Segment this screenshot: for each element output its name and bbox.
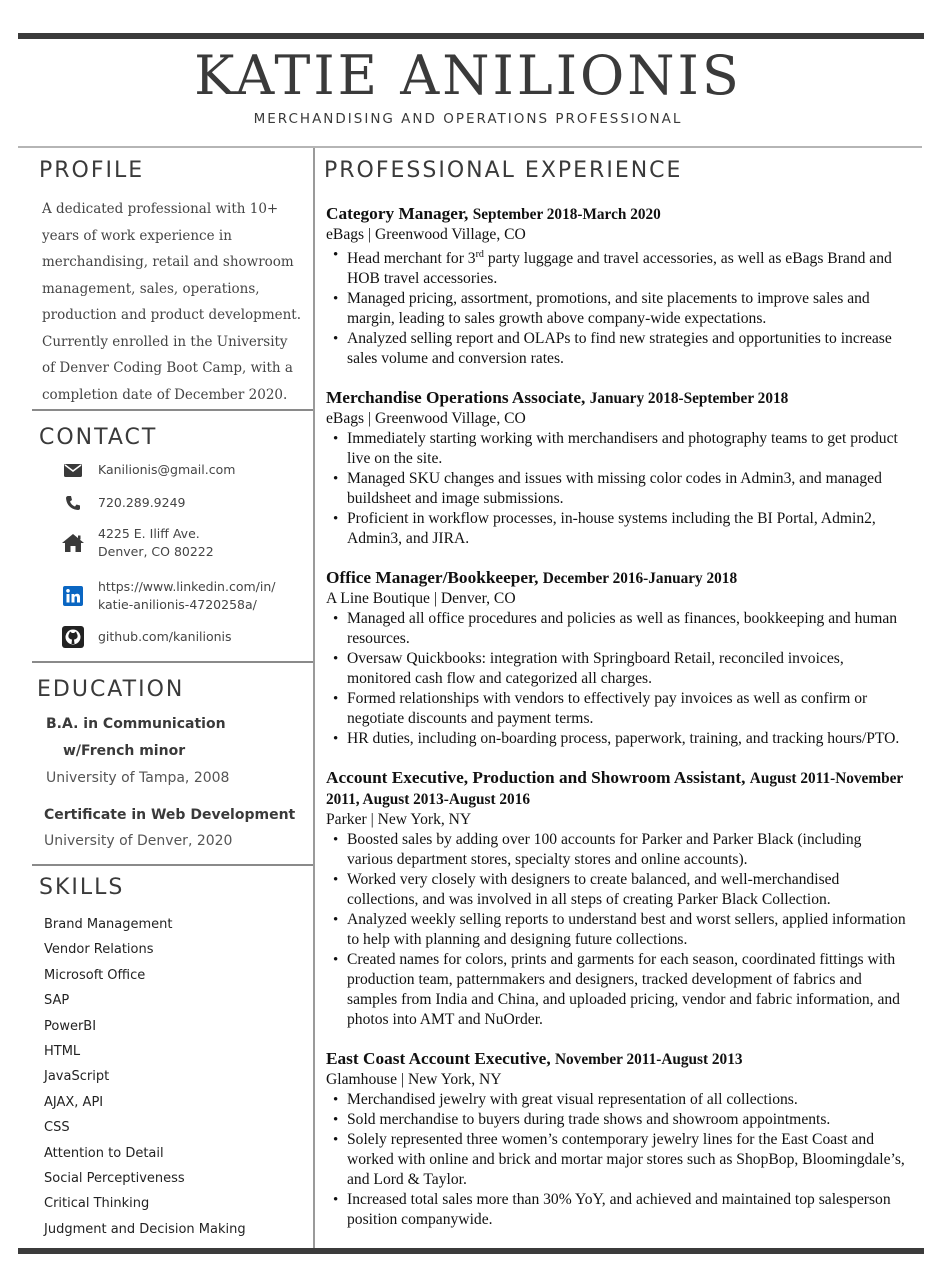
column-divider xyxy=(313,148,315,1248)
contact-address xyxy=(60,525,310,561)
job-company: A Line Boutique | Denver, CO xyxy=(326,590,516,608)
skill-item: SAP xyxy=(44,993,70,1009)
job-company: Parker | New York, NY xyxy=(326,811,472,829)
skill-item: Vendor Relations xyxy=(44,942,154,958)
bottom-rule xyxy=(18,1248,924,1254)
linkedin-icon xyxy=(60,586,86,606)
home-icon xyxy=(60,533,86,553)
skill-item: AJAX, API xyxy=(44,1094,104,1110)
contact-phone[interactable] xyxy=(60,493,310,513)
top-rule xyxy=(18,33,924,39)
job-title: Account Executive, Production and Showroom Assistant, xyxy=(326,768,746,788)
edu-1-degree-line1: B.A. in Communication xyxy=(46,716,226,732)
education-divider xyxy=(32,864,313,866)
job-bullet: • Immediately starting working with merchandisers and photography teams to get product live on the site. xyxy=(347,429,911,469)
job-dates: September 2018-March 2020 xyxy=(472,206,661,223)
job-bullet: • HR duties, including on-boarding process, paperwork, training, and tracking hours/PTO. xyxy=(347,729,911,749)
experience-heading: PROFESSIONAL EXPERIENCE xyxy=(324,158,683,183)
job-bullet: • Sold merchandise to buyers during trade shows and showroom appointments. xyxy=(347,1110,911,1130)
skill-item: Social Perceptiveness xyxy=(44,1170,185,1186)
job-dates: January 2018-September 2018 xyxy=(589,390,789,408)
profile-heading: PROFILE xyxy=(39,158,145,183)
contact-github[interactable] xyxy=(60,627,310,647)
skill-item: Critical Thinking xyxy=(44,1196,150,1212)
contact-divider xyxy=(32,661,313,663)
contact-heading: CONTACT xyxy=(39,425,158,450)
skill-item: PowerBI xyxy=(44,1018,97,1034)
address-line1: 4225 E. Iliff Ave. xyxy=(98,526,200,541)
contact-email[interactable] xyxy=(60,460,310,480)
resume-name: KATIE ANILIONIS xyxy=(194,44,742,107)
job-bullet: • Oversaw Quickbooks: integration with Springboard Retail, reconciled invoices, monitored cash flow and categorized all charges. xyxy=(347,649,911,689)
skill-item: CSS xyxy=(44,1120,70,1136)
job-entry xyxy=(326,1049,911,1230)
job-bullet: • Proficient in workflow processes, in-house systems including the BI Portal, Admin2, Admin3, and JIRA. xyxy=(347,509,911,549)
skill-item: HTML xyxy=(44,1043,81,1059)
job-company: eBags | Greenwood Village, CO xyxy=(326,226,526,243)
job-dates: August 2011-November 2011, August 2013-August 2016 xyxy=(326,770,903,809)
job-company: Glamhouse | New York, NY xyxy=(326,1071,502,1089)
job-bullet: • Worked very closely with designers to create balanced, and well-merchandised collections, and was involved in all steps of creating Parker Black Collection. xyxy=(347,870,911,910)
job-bullet: • Merchandised jewelry with great visual representation of all collections. xyxy=(347,1090,911,1110)
linkedin-line2[interactable]: katie-anilionis-4720258a/ xyxy=(98,597,257,612)
edu-2-school: University of Denver, 2020 xyxy=(44,833,233,849)
resume-subtitle: MERCHANDISING AND OPERATIONS PROFESSIONAL xyxy=(253,111,683,127)
skill-item: Microsoft Office xyxy=(44,967,146,983)
skill-item: JavaScript xyxy=(44,1069,110,1085)
education-heading: EDUCATION xyxy=(37,677,185,702)
job-bullet: • Formed relationships with vendors to effectively pay invoices as well as confirm or negotiate discounts and payment terms. xyxy=(347,689,911,729)
job-title: Merchandise Operations Associate, xyxy=(326,388,586,408)
job-entry xyxy=(326,388,911,549)
linkedin-line1[interactable]: https://www.linkedin.com/in/ xyxy=(98,579,276,594)
phone-text[interactable]: 720.289.9249 xyxy=(98,495,186,510)
github-text[interactable]: github.com/kanilionis xyxy=(98,629,232,644)
skill-item: Brand Management xyxy=(44,917,173,932)
profile-text: A dedicated professional with 10+ years of work experience in merchandising, retail and showroom management, sales, operations, production and product development. Currently enrolled in the University of Denver Coding Boot Camp, with a completion date of December 2020. xyxy=(42,201,302,403)
edu-2-degree: Certificate in Web Development xyxy=(44,807,296,823)
skills-heading: SKILLS xyxy=(39,875,125,900)
contact-linkedin[interactable] xyxy=(60,578,310,614)
github-icon xyxy=(60,627,86,647)
job-entry xyxy=(326,568,911,749)
skill-item: Judgment and Decision Making xyxy=(44,1221,246,1237)
email-text[interactable]: Kanilionis@gmail.com xyxy=(98,462,236,477)
job-dates: November 2011-August 2013 xyxy=(554,1051,743,1069)
job-company: eBags | Greenwood Village, CO xyxy=(326,410,526,428)
job-dates: December 2016-January 2018 xyxy=(542,570,738,588)
header-divider xyxy=(18,146,922,148)
mail-icon xyxy=(60,460,86,480)
job-bullet: • Created names for colors, prints and garments for each season, coordinated fittings with production team, patternmakers and designers, tracked development of fabrics and samples from India and China, and uploaded pricing, vendor and fabric information, and photos into AMT and NuOrder. xyxy=(347,950,911,1030)
skill-item: Attention to Detail xyxy=(44,1145,164,1161)
experience-list xyxy=(326,204,911,1249)
job-bullet: • Managed SKU changes and issues with missing color codes in Admin3, and managed buildsheet and image submissions. xyxy=(347,469,911,509)
edu-1-degree-line2: w/French minor xyxy=(63,743,186,759)
job-bullet: • Increased total sales more than 30% YoY, and achieved and maintained top salesperson position companywide. xyxy=(347,1190,911,1230)
skills-list xyxy=(44,912,246,1242)
job-title: Category Manager, xyxy=(326,204,469,223)
job-title: East Coast Account Executive, xyxy=(326,1049,551,1069)
job-bullet: • Boosted sales by adding over 100 accounts for Parker and Parker Black (including various department stores, specialty stores and online accounts). xyxy=(347,830,911,870)
job-bullet: • Managed pricing, assortment, promotions, and site placements to improve sales and margin, leading to sales growth above company-wide expectations. xyxy=(347,289,911,329)
job-entry xyxy=(326,204,911,369)
profile-divider xyxy=(32,409,313,411)
job-title: Office Manager/Bookkeeper, xyxy=(326,568,539,588)
edu-1-school: University of Tampa, 2008 xyxy=(46,770,230,786)
job-bullet: • Managed all office procedures and policies as well as finances, bookkeeping and human resources. xyxy=(347,609,911,649)
job-bullet: • Head merchant for 3rd party luggage and travel accessories, as well as eBags Brand and HOB travel accessories. xyxy=(347,245,911,289)
job-bullet: • Solely represented three women’s contemporary jewelry lines for the East Coast and worked with online and brick and mortar major stores such as ShopBop, Bloomingdale’s, and Lord & Taylor. xyxy=(347,1130,911,1190)
address-line2: Denver, CO 80222 xyxy=(98,544,214,559)
job-entry xyxy=(326,768,911,1030)
job-bullet: • Analyzed selling report and OLAPs to find new strategies and opportunities to increase sales volume and conversion rates. xyxy=(347,329,911,369)
job-bullet: • Analyzed weekly selling reports to understand best and worst sellers, applied information to help with planning and designing future collections. xyxy=(347,910,911,950)
phone-icon xyxy=(60,493,86,513)
